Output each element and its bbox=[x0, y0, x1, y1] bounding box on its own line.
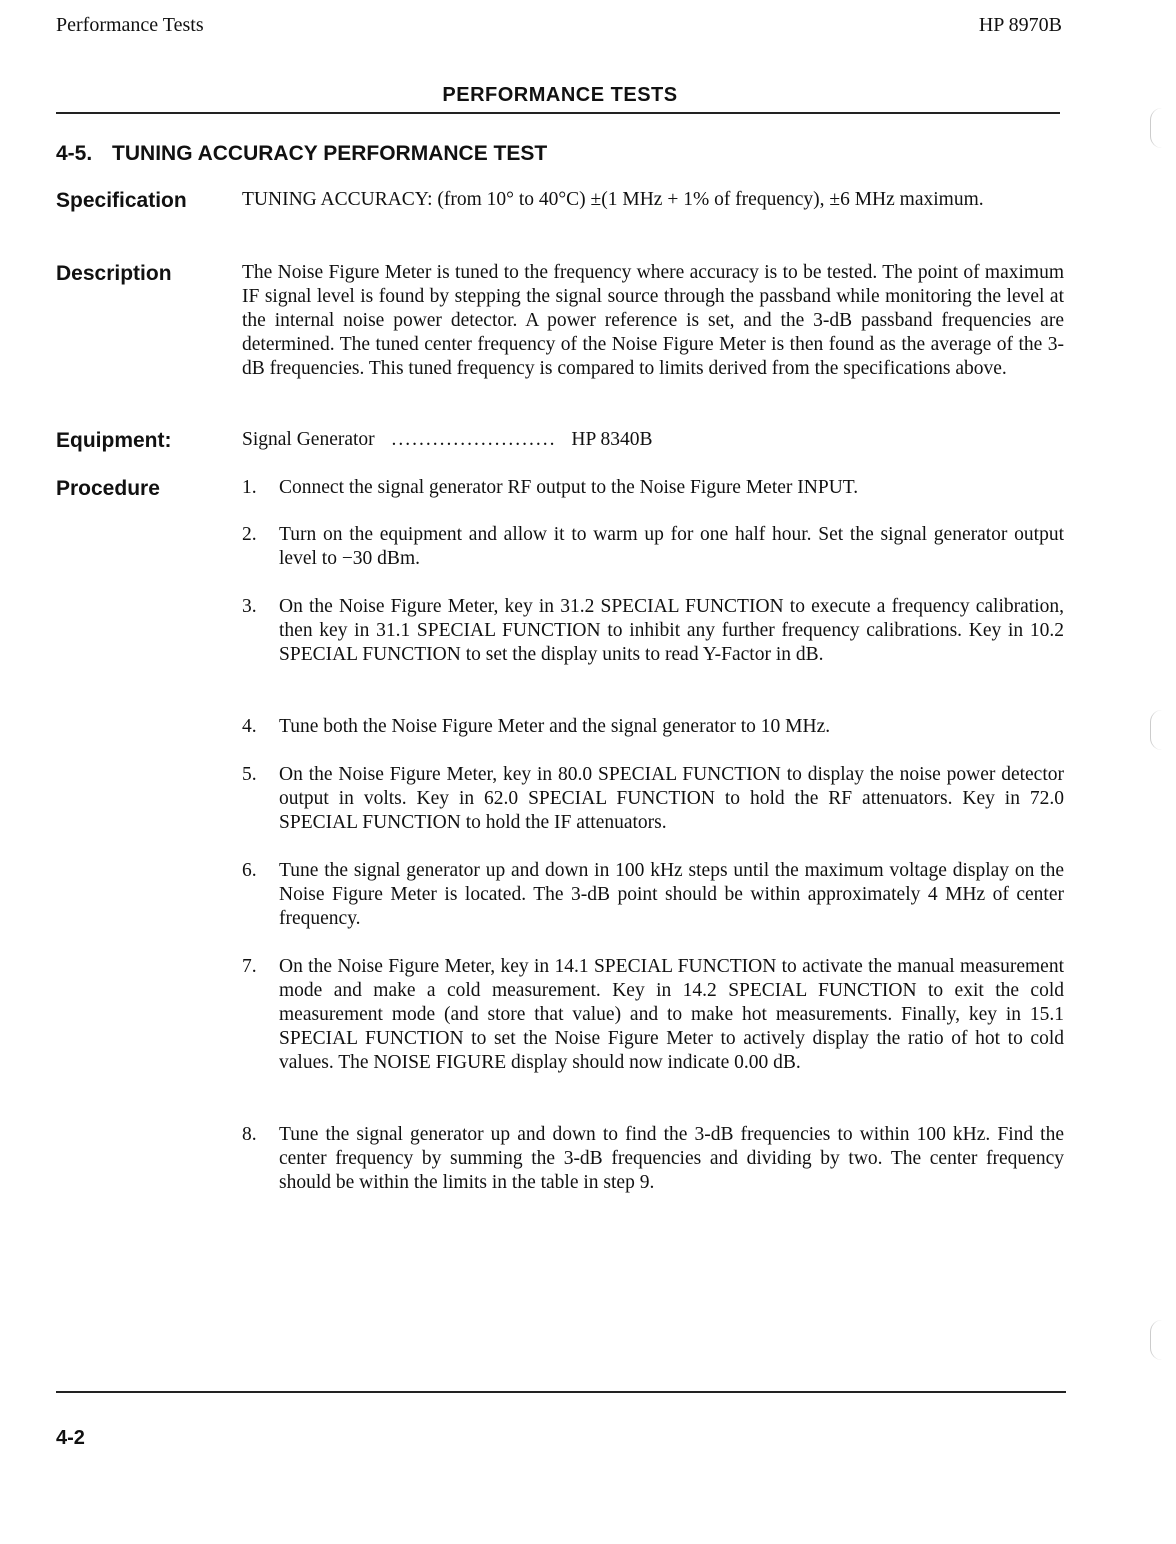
bottom-rule bbox=[56, 1391, 1066, 1393]
step-text: Connect the signal generator RF output to the Noise Figure Meter INPUT. bbox=[279, 477, 859, 498]
test-number: 4-5. bbox=[56, 142, 93, 165]
running-header-left: Performance Tests bbox=[56, 14, 204, 36]
step-number: 3. bbox=[242, 596, 257, 617]
equipment-leader: ........................ bbox=[391, 429, 557, 450]
step-number: 2. bbox=[242, 524, 257, 545]
test-title: TUNING ACCURACY PERFORMANCE TEST bbox=[112, 142, 548, 165]
step-number: 8. bbox=[242, 1124, 257, 1145]
step-number: 1. bbox=[242, 477, 257, 498]
step-text: On the Noise Figure Meter, key in 80.0 SPECIAL FUNCTION to display the noise power detector output in volts. Key in 62.0 SPECIAL FUNCTION to hold the RF attenuators. Key in 72.0 SPECIAL FUNCTION to hold the IF attenuators. bbox=[279, 764, 1064, 833]
procedure-step bbox=[242, 859, 1064, 931]
equipment-model: HP 8340B bbox=[571, 429, 653, 450]
test-heading bbox=[56, 142, 547, 166]
binder-hole-mark bbox=[1150, 710, 1165, 750]
step-text: Tune the signal generator up and down in 100 kHz steps until the maximum voltage display on the Noise Figure Meter is located. The 3-dB point should be within approximately 4 MHz of center frequency. bbox=[279, 860, 1064, 929]
page-number: 4-2 bbox=[56, 1427, 85, 1449]
step-number: 5. bbox=[242, 764, 257, 785]
step-number: 6. bbox=[242, 860, 257, 881]
procedure-step bbox=[242, 476, 1064, 500]
equipment-line bbox=[242, 428, 653, 452]
step-text: Tune both the Noise Figure Meter and the signal generator to 10 MHz. bbox=[279, 716, 831, 737]
equipment-item: Signal Generator bbox=[242, 429, 375, 450]
procedure-label: Procedure bbox=[56, 477, 160, 500]
section-title: PERFORMANCE TESTS bbox=[442, 84, 678, 106]
description-label: Description bbox=[56, 262, 172, 285]
procedure-step bbox=[242, 523, 1064, 571]
step-text: Turn on the equipment and allow it to warm up for one half hour. Set the signal generator output level to −30 dBm. bbox=[279, 524, 1064, 569]
procedure-step bbox=[242, 1123, 1064, 1195]
step-number: 7. bbox=[242, 956, 257, 977]
procedure-step bbox=[242, 955, 1064, 1075]
procedure-step bbox=[242, 715, 1064, 739]
description-text: The Noise Figure Meter is tuned to the frequency where accuracy is to be tested. The point of maximum IF signal level is found by stepping the signal source through the passband while monitoring the level at the internal noise power detector. A power reference is set, and the 3-dB passband frequencies are determined. The tuned center frequency of the Noise Figure Meter is then found as the average of the 3-dB frequencies. This tuned frequency is compared to limits derived from the specifications above. bbox=[242, 262, 1064, 379]
step-number: 4. bbox=[242, 716, 257, 737]
top-rule bbox=[56, 112, 1060, 114]
step-text: On the Noise Figure Meter, key in 31.2 SPECIAL FUNCTION to execute a frequency calibration, then key in 31.1 SPECIAL FUNCTION to inhibit any further frequency calibrations. Key in 10.2 SPECIAL FUNCTION to set the display units to read Y-Factor in dB. bbox=[279, 596, 1064, 665]
procedure-step bbox=[242, 595, 1064, 667]
procedure-step bbox=[242, 763, 1064, 835]
specification-text: TUNING ACCURACY: (from 10° to 40°C) ±(1 MHz + 1% of frequency), ±6 MHz maximum. bbox=[242, 189, 984, 210]
running-header-right: HP 8970B bbox=[978, 14, 1062, 36]
specification-label: Specification bbox=[56, 189, 187, 212]
equipment-label: Equipment: bbox=[56, 429, 172, 452]
step-text: On the Noise Figure Meter, key in 14.1 SPECIAL FUNCTION to activate the manual measurement mode and make a cold measurement. Key in 14.2 SPECIAL FUNCTION to exit the cold measurement mode (and store that value) and to make hot measurements. Finally, key in 15.1 SPECIAL FUNCTION to set the Noise Figure Meter to actively display the ratio of hot to cold values. The NOISE FIGURE display should now indicate 0.00 dB. bbox=[279, 956, 1064, 1073]
step-text: Tune the signal generator up and down to find the 3-dB frequencies to within 100 kHz. Find the center frequency by summing the 3-dB frequencies and dividing by two. The center frequency should be within the limits in the table in step 9. bbox=[279, 1124, 1064, 1193]
binder-hole-mark bbox=[1150, 108, 1165, 148]
binder-hole-mark bbox=[1150, 1320, 1165, 1360]
